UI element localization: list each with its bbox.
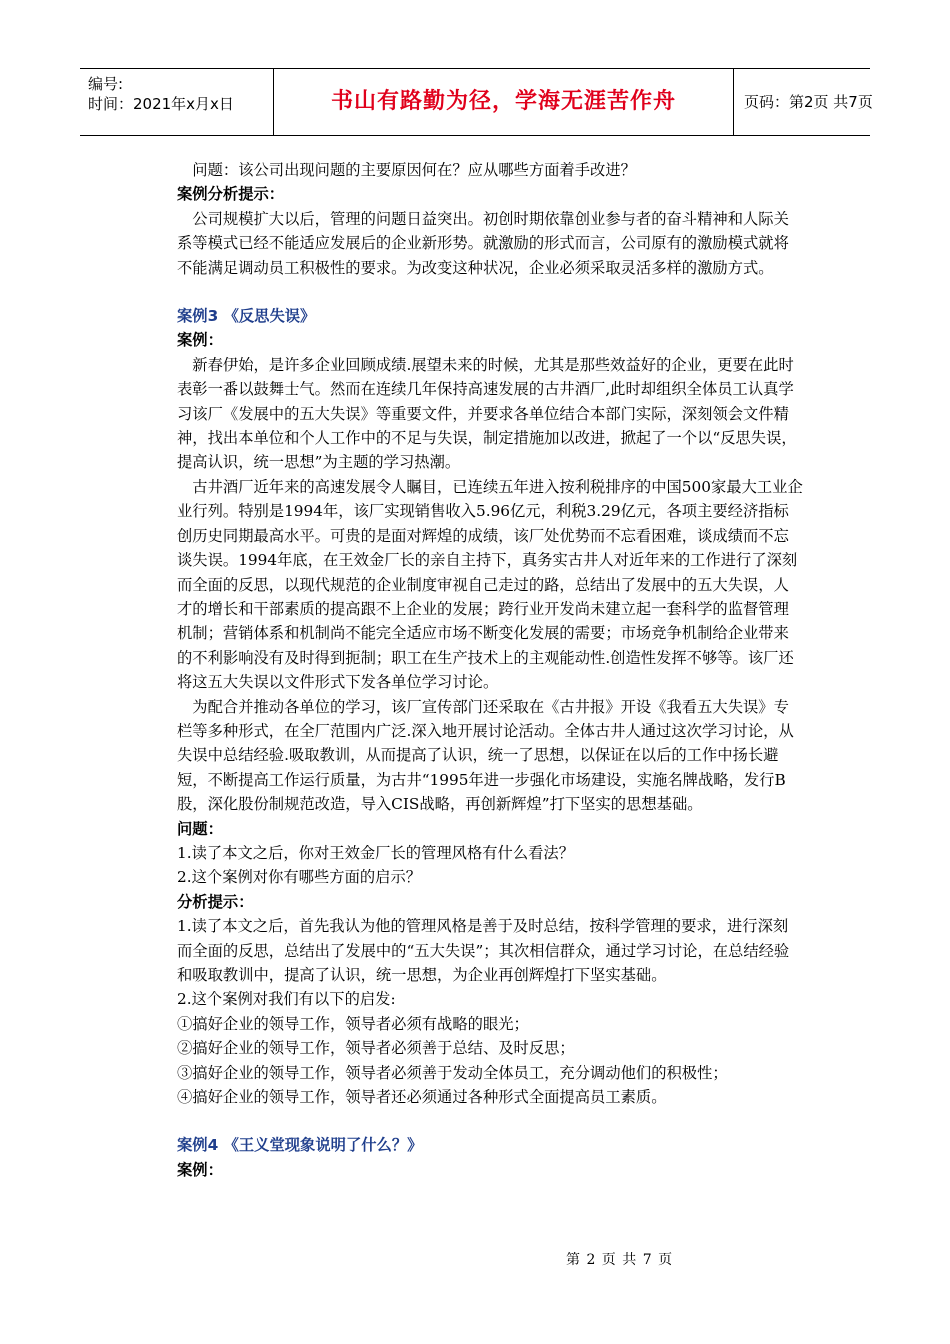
case4-label: 案例：	[177, 1160, 223, 1179]
case3-answer-item: ②搞好企业的领导工作，领导者必须善于总结、及时反思；	[177, 1039, 575, 1058]
case3-answer-item: ①搞好企业的领导工作，领导者必须有战略的眼光；	[177, 1014, 529, 1033]
case3-answer-item: ③搞好企业的领导工作，领导者必须善于发动全体员工，充分调动他们的积极性；	[177, 1063, 728, 1082]
case3-question-2: 2.这个案例对你有哪些方面的启示？	[177, 868, 422, 887]
case3-title: 案例3 《反思失误》	[177, 307, 316, 326]
header-page-info: 页码：第2页 共7页	[744, 93, 873, 111]
case4-title: 案例4 《王义堂现象说明了什么？》	[177, 1136, 423, 1155]
case3-question-1: 1.读了本文之后，你对王效金厂长的管理风格有什么看法？	[177, 843, 575, 862]
case3-answer-item: ④搞好企业的领导工作，领导者还必须通过各种形式全面提高员工素质。	[177, 1088, 667, 1107]
case3-answer-1: 1.读了本文之后，首先我认为他的管理风格是善于及时总结，按科学管理的要求，进行深刻而全面的反思，总结出了发展中的“五大失误”；其次相信群众，通过学习讨论，在总结经验和吸取教训中，提高了认识，统一思想，为企业再创辉煌打下坚实基础。	[177, 917, 790, 984]
spacer	[177, 1109, 803, 1133]
hint-prev-title: 案例分析提示：	[177, 185, 285, 204]
spacer	[177, 280, 803, 304]
case3-answer-2: 2.这个案例对我们有以下的启发:	[177, 990, 396, 1009]
case3-paragraph-3: 为配合并推动各单位的学习，该厂宣传部门还采取在《古井报》开设《我看五大失误》专栏等多种形式，在全厂范围内广泛.深入地开展讨论活动。全体古井人通过这次学习讨论，从失误中总结经验.吸取教训，从而提高了认识，统一了思想，以保证在以后的工作中扬长避短，不断提高工作运行质量，为古井“1995年进一步强化市场建设，实施名牌战略，发行B股，深化股份制规范改造，导入CIS战略，再创新辉煌”打下坚实的思想基础。	[177, 697, 794, 814]
number-label: 编号:	[88, 75, 124, 93]
date-label: 时间：2021年x月x日	[88, 95, 234, 113]
question-prev: 问题：该公司出现问题的主要原因何在？应从哪些方面着手改进？	[192, 161, 636, 179]
hint-prev-text: 公司规模扩大以后，管理的问题日益突出。初创时期依靠创业参与者的奋斗精神和人际关系等模式已经不能适应发展后的企业新形势。就激励的形式而言，公司原有的激励模式就将不能满足调动员工积极性的要求。为改变这种状况，企业必须采取灵活多样的激励方式。	[177, 209, 789, 277]
header-motto: 书山有路勤为径，学海无涯苦作舟	[274, 69, 734, 135]
case3-question-label: 问题：	[177, 819, 223, 838]
header-left-cell	[80, 69, 274, 135]
page-footer: 第 2 页 共 7 页	[566, 1252, 674, 1268]
case3-paragraph-1: 新春伊始，是许多企业回顾成绩.展望未来的时候，尤其是那些效益好的企业，更要在此时表彰一番以鼓舞士气。然而在连续几年保持高速发展的古井酒厂,此时却组织全体员工认真学习该厂《发展中的五大失误》等重要文件，并要求各单位结合本部门实际，深刻领会文件精神，找出本单位和个人工作中的不足与失误，制定措施加以改进，掀起了一个以“反思失误，提高认识，统一思想”为主题的学习热潮。	[177, 355, 797, 472]
case3-paragraph-2: 古井酒厂近年来的高速发展令人瞩目，已连续五年进入按利税排序的中国500家最大工业企业行列。特别是1994年，该厂实现销售收入5.96亿元，利税3.29亿元，各项主要经济指标创历史同期最高水平。可贵的是面对辉煌的成绩，该厂处优势而不忘看困难，谈成绩而不忘谈失误。1994年底，在王效金厂长的亲自主持下，真务实古井人对近年来的工作进行了深刻而全面的反思，以现代规范的企业制度审视自己走过的路，总结出了发展中的五大失误，人才的增长和干部素质的提高跟不上企业的发展；跨行业开发尚未建立起一套科学的监督管理机制；营销体系和机制尚不能完全适应市场不断变化发展的需要；市场竞争机制给企业带来的不利影响没有及时得到扼制；职工在生产技术上的主观能动性.创造性发挥不够等。该厂还将这五大失误以文件形式下发各单位学习讨论。	[177, 477, 803, 692]
page-header	[80, 68, 873, 136]
document-body	[177, 158, 803, 1182]
case3-label: 案例：	[177, 331, 223, 350]
case3-hint-label: 分析提示：	[177, 892, 254, 911]
